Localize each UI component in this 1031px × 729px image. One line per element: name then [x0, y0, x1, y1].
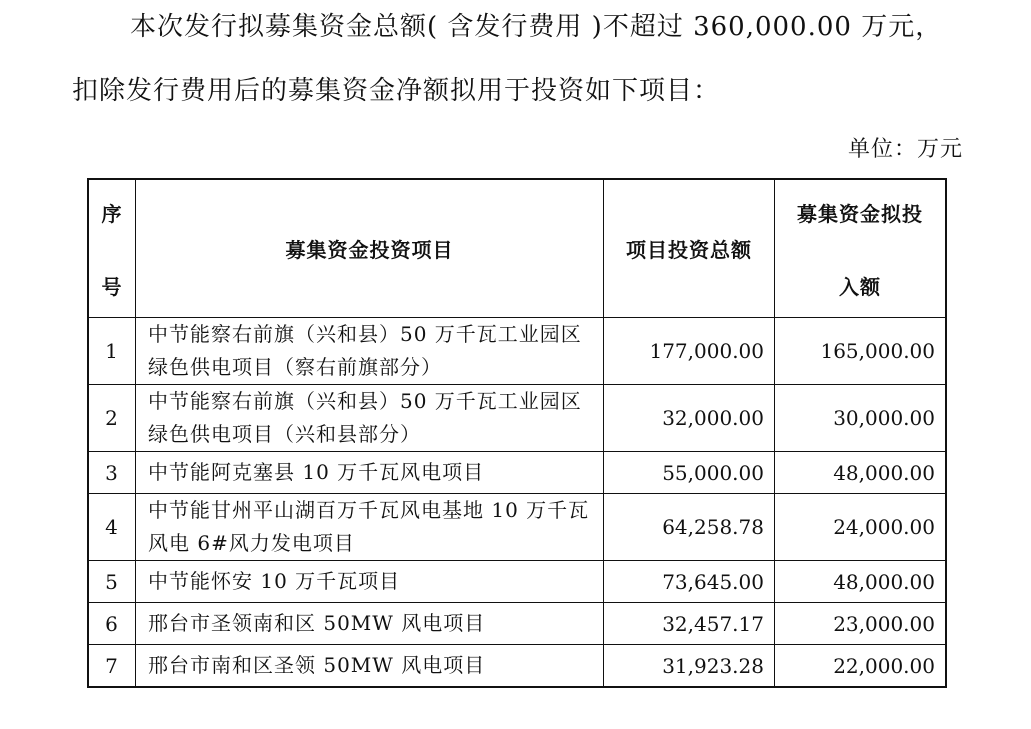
project-name: 中节能阿克塞县 10 万千瓦风电项目 — [136, 452, 604, 494]
total-investment: 73,645.00 — [604, 561, 775, 603]
row-number: 2 — [88, 385, 136, 452]
header-funding-top: 募集资金拟投 — [797, 201, 923, 226]
project-name: 邢台市南和区圣领 50MW 风电项目 — [136, 645, 604, 688]
header-total-investment: 项目投资总额 — [604, 179, 775, 318]
proposed-funding: 48,000.00 — [775, 452, 947, 494]
project-name: 中节能察右前旗（兴和县）50 万千瓦工业园区绿色供电项目（兴和县部分） — [136, 385, 604, 452]
header-funding-bottom: 入额 — [839, 274, 881, 299]
proposed-funding: 24,000.00 — [775, 494, 947, 561]
table-row — [88, 494, 946, 561]
proposed-funding: 30,000.00 — [775, 385, 947, 452]
table-row — [88, 561, 946, 603]
header-project: 募集资金投资项目 — [136, 179, 604, 318]
proposed-funding: 22,000.00 — [775, 645, 947, 688]
table-row — [88, 385, 946, 452]
header-serial-number — [88, 179, 136, 318]
total-investment: 55,000.00 — [604, 452, 775, 494]
intro-line-1: 本次发行拟募集资金总额( 含发行费用 )不超过 360,000.00 万元， — [130, 12, 943, 42]
proposed-funding: 165,000.00 — [775, 318, 947, 385]
total-investment: 31,923.28 — [604, 645, 775, 688]
project-name: 中节能察右前旗（兴和县）50 万千瓦工业园区绿色供电项目（察右前旗部分） — [136, 318, 604, 385]
row-number: 1 — [88, 318, 136, 385]
fund-investment-table — [87, 178, 947, 688]
proposed-funding: 23,000.00 — [775, 603, 947, 645]
table-row — [88, 603, 946, 645]
project-name: 邢台市圣领南和区 50MW 风电项目 — [136, 603, 604, 645]
total-investment: 64,258.78 — [604, 494, 775, 561]
table-header-row — [88, 179, 946, 318]
total-investment: 32,457.17 — [604, 603, 775, 645]
header-proposed-funding — [775, 179, 947, 318]
row-number: 5 — [88, 561, 136, 603]
proposed-funding: 48,000.00 — [775, 561, 947, 603]
total-investment: 177,000.00 — [604, 318, 775, 385]
unit-label: 单位：万元 — [847, 137, 963, 162]
project-name: 中节能甘州平山湖百万千瓦风电基地 10 万千瓦风电 6#风力发电项目 — [136, 494, 604, 561]
row-number: 6 — [88, 603, 136, 645]
row-number: 4 — [88, 494, 136, 561]
row-number: 7 — [88, 645, 136, 688]
header-serial-bottom: 号 — [101, 274, 123, 299]
header-serial-top: 序 — [101, 201, 123, 226]
table-row — [88, 645, 946, 688]
total-investment: 32,000.00 — [604, 385, 775, 452]
table-row — [88, 318, 946, 385]
row-number: 3 — [88, 452, 136, 494]
table-row — [88, 452, 946, 494]
project-name: 中节能怀安 10 万千瓦项目 — [136, 561, 604, 603]
intro-line-2: 扣除发行费用后的募集资金净额拟用于投资如下项目： — [72, 76, 721, 106]
